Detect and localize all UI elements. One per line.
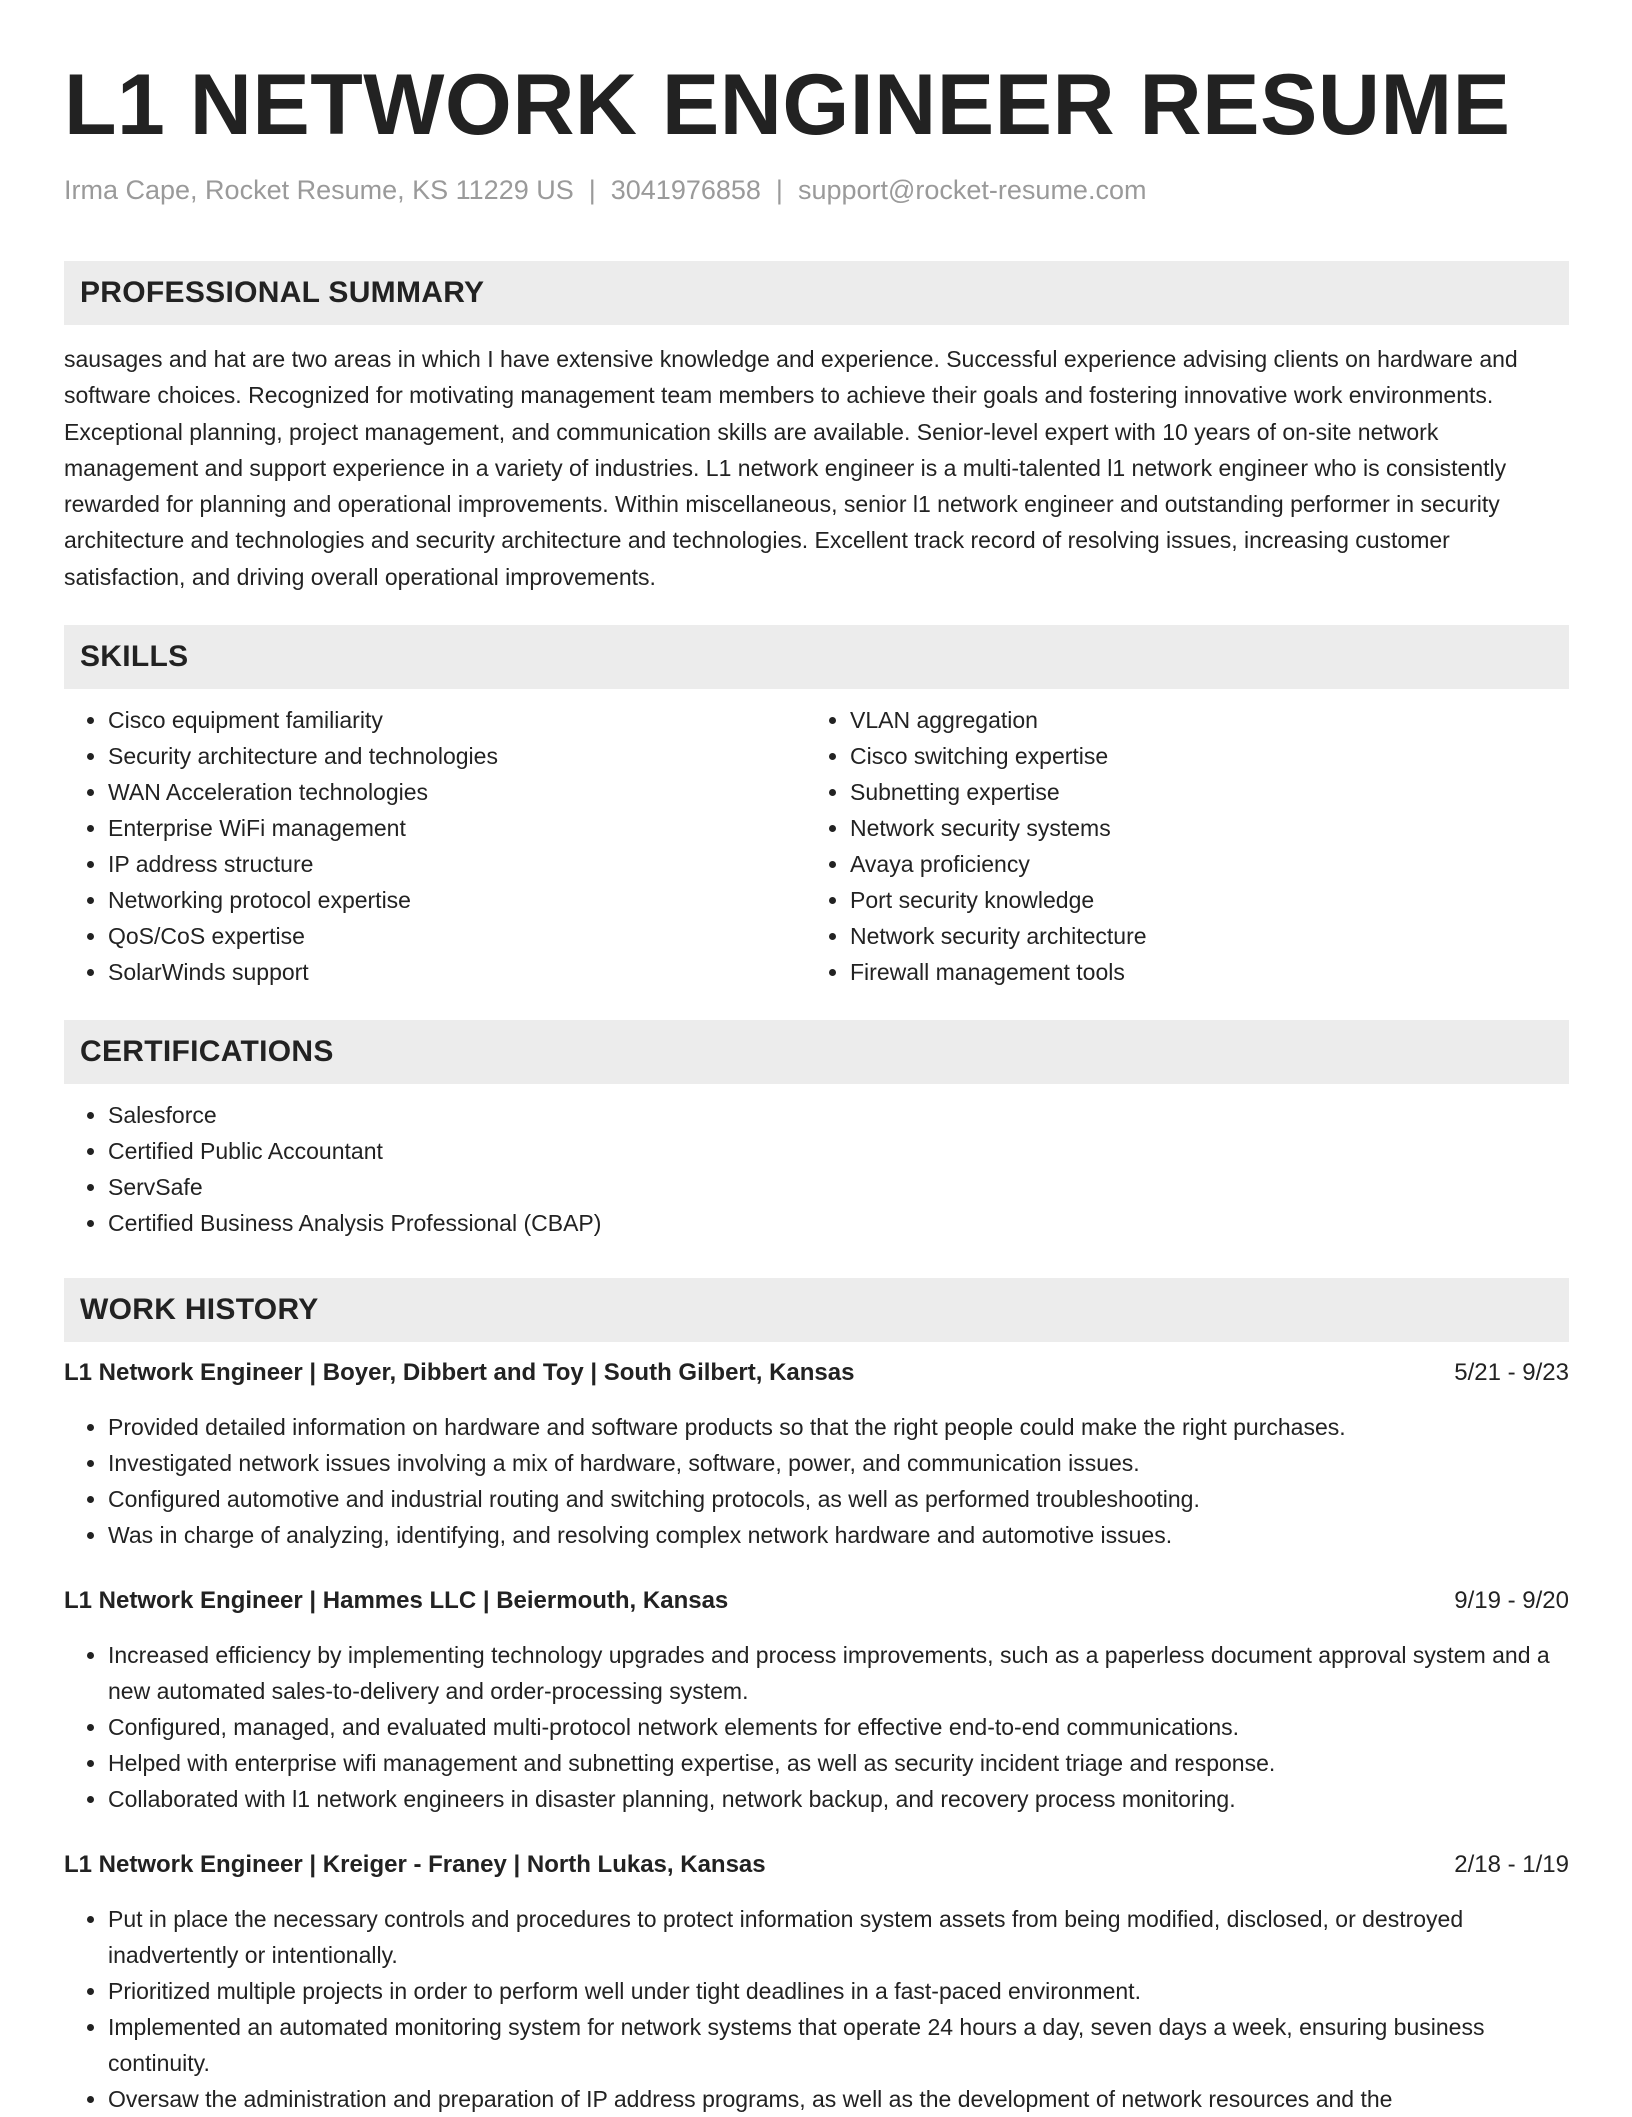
job-bullet: • Helped with enterprise wifi management and subnetting expertise, as well as security incident triage and response.	[108, 1745, 1569, 1781]
skills-list-right	[806, 702, 1548, 990]
skills-heading: SKILLS	[64, 625, 1569, 689]
job-header	[64, 1847, 1569, 1883]
skill-item: • Enterprise WiFi management	[108, 810, 806, 846]
job-header	[64, 1583, 1569, 1619]
certification-item: • ServSafe	[108, 1169, 1569, 1205]
skill-item: • Cisco switching expertise	[850, 738, 1548, 774]
certification-item: • Certified Public Accountant	[108, 1133, 1569, 1169]
job-bullet: • Configured automotive and industrial routing and switching protocols, as well as performed troubleshooting.	[108, 1481, 1569, 1517]
certification-item: • Certified Business Analysis Professional (CBAP)	[108, 1205, 1569, 1241]
skill-item: • Security architecture and technologies	[108, 738, 806, 774]
skill-item: • Cisco equipment familiarity	[108, 702, 806, 738]
job-title: L1 Network Engineer | Kreiger - Franey | North Lukas, Kansas	[64, 1851, 766, 1879]
job-bullet: • Implemented an automated monitoring system for network systems that operate 24 hours a day, seven days a week, ensuring business continuity.	[108, 2009, 1569, 2081]
job-bullet: • Configured, managed, and evaluated multi-protocol network elements for effective end-to-end communications.	[108, 1709, 1569, 1745]
summary-heading: PROFESSIONAL SUMMARY	[64, 261, 1569, 325]
skill-item: • Subnetting expertise	[850, 774, 1548, 810]
job-bullet: • Investigated network issues involving a mix of hardware, software, power, and communication issues.	[108, 1445, 1569, 1481]
job-bullet: • Provided detailed information on hardware and software products so that the right people could make the right purchases.	[108, 1409, 1569, 1445]
skill-item: • Network security systems	[850, 810, 1548, 846]
contact-address: Irma Cape, Rocket Resume, KS 11229 US	[64, 175, 574, 205]
contact-email: support@rocket-resume.com	[797, 175, 1147, 205]
job-entry	[64, 1355, 1569, 1553]
contact-separator: |	[588, 175, 596, 205]
job-bullet: • Was in charge of analyzing, identifying, and resolving complex network hardware and automotive issues.	[108, 1517, 1569, 1553]
job-bullet: • Oversaw the administration and preparation of IP address programs, as well as the development of network resources and the	[108, 2081, 1569, 2117]
contact-separator: |	[775, 175, 783, 205]
job-title: L1 Network Engineer | Boyer, Dibbert and Toy | South Gilbert, Kansas	[64, 1359, 855, 1387]
skill-item: • VLAN aggregation	[850, 702, 1548, 738]
skill-item: • Firewall management tools	[850, 954, 1548, 990]
skill-item: • IP address structure	[108, 846, 806, 882]
skills-grid	[64, 702, 1569, 990]
job-header	[64, 1355, 1569, 1391]
job-entry	[64, 1583, 1569, 1817]
job-bullet: • Put in place the necessary controls and procedures to protect information system assets from being modified, disclosed, or destroyed inadvertently or intentionally.	[108, 1901, 1569, 1973]
skills-column-right	[806, 702, 1548, 990]
job-title: L1 Network Engineer | Hammes LLC | Beiermouth, Kansas	[64, 1587, 729, 1615]
job-bullets	[64, 1901, 1569, 2117]
summary-text: sausages and hat are two areas in which I have extensive knowledge and experience. Successful experience advising clients on hardware and software choices. Recognized for motivating management team members to achieve their goals and fostering innovative work environments. Exceptional planning, project management, and communication skills are available. Senior-level expert with 10 years of on-site network management and support experience in a variety of industries. L1 network engineer is a multi-talented l1 network engineer who is consistently rewarded for planning and operational improvements. Within miscellaneous, senior l1 network engineer and outstanding performer in security architecture and technologies and security architecture and technologies. Excellent track record of resolving issues, increasing customer satisfaction, and driving overall operational improvements.	[64, 346, 1518, 590]
certifications-list	[64, 1097, 1569, 1241]
skills-column-left	[64, 702, 806, 990]
job-bullet: • Prioritized multiple projects in order to perform well under tight deadlines in a fast-paced environment.	[108, 1973, 1569, 2009]
skill-item: • SolarWinds support	[108, 954, 806, 990]
skill-item: • QoS/CoS expertise	[108, 918, 806, 954]
job-dates: 5/21 - 9/23	[1454, 1359, 1569, 1387]
resume-title: L1 NETWORK ENGINEER RESUME	[64, 57, 1511, 153]
skill-item: • Network security architecture	[850, 918, 1548, 954]
job-dates: 9/19 - 9/20	[1454, 1587, 1569, 1615]
job-bullet: • Collaborated with l1 network engineers in disaster planning, network backup, and recovery process monitoring.	[108, 1781, 1569, 1817]
skill-item: • Port security knowledge	[850, 882, 1548, 918]
skill-item: • WAN Acceleration technologies	[108, 774, 806, 810]
contact-line	[64, 173, 1569, 207]
skill-item: • Networking protocol expertise	[108, 882, 806, 918]
certification-item: • Salesforce	[108, 1097, 1569, 1133]
contact-phone: 3041976858	[610, 175, 761, 205]
skills-list-left	[64, 702, 806, 990]
job-bullets	[64, 1637, 1569, 1817]
job-bullets	[64, 1409, 1569, 1553]
skill-item: • Avaya proficiency	[850, 846, 1548, 882]
work-history-heading: WORK HISTORY	[64, 1278, 1569, 1342]
job-bullet: • Increased efficiency by implementing technology upgrades and process improvements, such as a paperless document approval system and a new automated sales-to-delivery and order-processing system.	[108, 1637, 1569, 1709]
resume-page	[64, 0, 1569, 2117]
job-dates: 2/18 - 1/19	[1454, 1851, 1569, 1879]
job-entry	[64, 1847, 1569, 2117]
certifications-heading: CERTIFICATIONS	[64, 1020, 1569, 1084]
